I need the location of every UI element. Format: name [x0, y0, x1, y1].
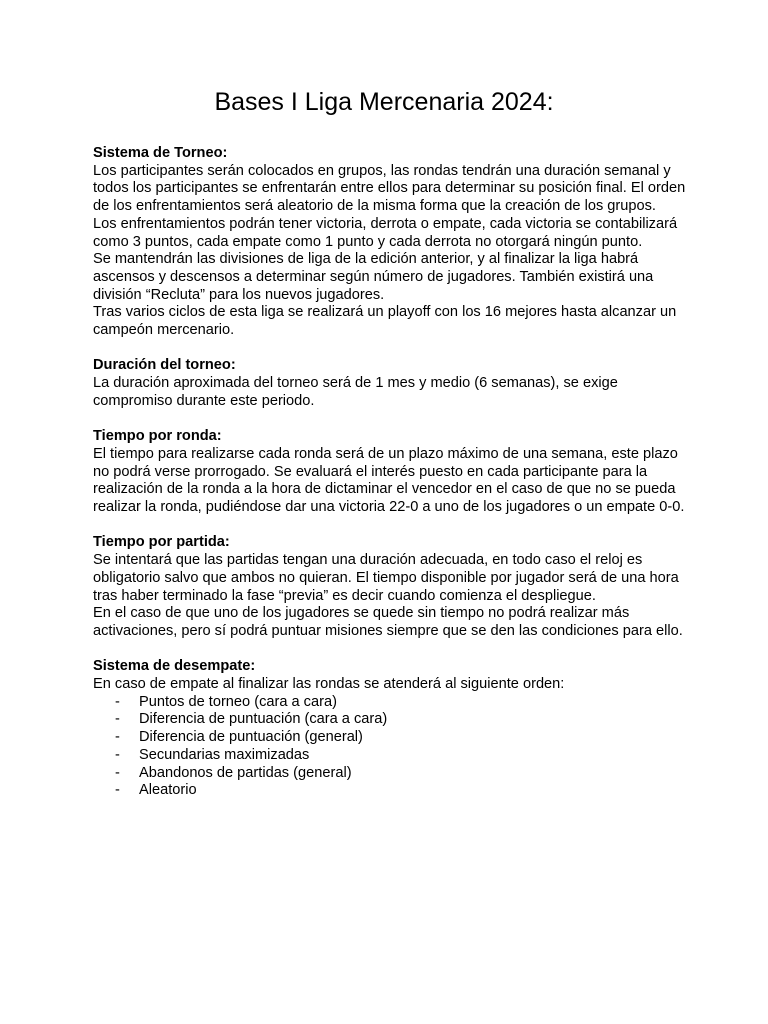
- list-item: [93, 711, 693, 729]
- paragraph: En el caso de que uno de los jugadores se quede sin tiempo no podrá realizar más activaciones, pero sí podrá puntuar misiones siempre que se den las condiciones para ello.: [93, 605, 683, 639]
- paragraph: El tiempo para realizarse cada ronda será de un plazo máximo de una semana, este plazo no podrá verse prorrogado. Se evaluará el interés puesto en cada participante para la realización de la ronda a la hora de dictaminar el vencedor en el caso de que no se pueda realizar la ronda, pudiéndose dar una victoria 22-0 a uno de los jugadores o un empate 0-0.: [93, 445, 685, 516]
- list-item: [93, 729, 693, 747]
- section-sistema-de-torneo: [93, 145, 693, 340]
- list-item-text: Secundarias maximizadas: [139, 746, 310, 763]
- section-heading: Tiempo por ronda:: [93, 428, 222, 445]
- list-dash: -: [115, 693, 120, 710]
- tiebreak-list: [93, 694, 693, 800]
- document-title: Bases I Liga Mercenaria 2024:: [214, 88, 554, 116]
- list-dash: -: [115, 746, 120, 763]
- section-heading: Tiempo por partida:: [93, 534, 230, 551]
- paragraph: En caso de empate al finalizar las rondas se atenderá al siguiente orden:: [93, 676, 565, 693]
- paragraph: Se intentará que las partidas tengan una duración adecuada, en todo caso el reloj es obligatorio salvo que ambos no quieran. El tiempo disponible por jugador será de una hora tras haber terminado la fase “previa” es decir cuando comienza el despliegue.: [93, 552, 679, 604]
- section-heading: Sistema de desempate:: [93, 658, 256, 675]
- section-heading: Sistema de Torneo:: [93, 145, 228, 161]
- list-item-text: Puntos de torneo (cara a cara): [139, 693, 337, 710]
- paragraph: Tras varios ciclos de esta liga se realizará un playoff con los 16 mejores hasta alcanzar un campeón mercenario.: [93, 304, 677, 339]
- list-item-text: Abandonos de partidas (general): [139, 764, 352, 781]
- paragraph: Los participantes serán colocados en grupos, las rondas tendrán una duración semanal y todos los participantes se enfrentarán entre ellos para determinar su posición final. El orden de los enfrentamientos será aleatorio de la misma forma que la creación de los grupos.: [93, 162, 686, 215]
- paragraph: Los enfrentamientos podrán tener victoria, derrota o empate, cada victoria se contabilizará como 3 puntos, cada empate como 1 punto y cada derrota no otorgará ningún punto.: [93, 215, 678, 250]
- section-tiempo-por-partida: [93, 534, 693, 640]
- paragraph: Se mantendrán las divisiones de liga de la edición anterior, y al finalizar la liga habrá ascensos y descensos a determinar según número de jugadores. También existirá una división “Recluta” para los nuevos jugadores.: [93, 251, 654, 303]
- document-body: [93, 145, 693, 818]
- list-item: [93, 747, 693, 765]
- list-item: [93, 782, 693, 800]
- paragraph: La duración aproximada del torneo será de 1 mes y medio (6 semanas), se exige compromiso durante este periodo.: [93, 375, 618, 409]
- section-heading: Duración del torneo:: [93, 357, 236, 374]
- list-item: [93, 694, 693, 712]
- list-dash: -: [115, 782, 120, 799]
- list-item: [93, 765, 693, 783]
- list-dash: -: [115, 711, 120, 728]
- section-tiempo-por-ronda: [93, 428, 693, 517]
- list-item-text: Diferencia de puntuación (general): [139, 729, 363, 746]
- list-dash: -: [115, 729, 120, 746]
- section-sistema-de-desempate: [93, 658, 693, 800]
- list-dash: -: [115, 764, 120, 781]
- list-item-text: Diferencia de puntuación (cara a cara): [139, 711, 388, 728]
- section-duracion-del-torneo: [93, 357, 693, 410]
- list-item-text: Aleatorio: [139, 782, 197, 799]
